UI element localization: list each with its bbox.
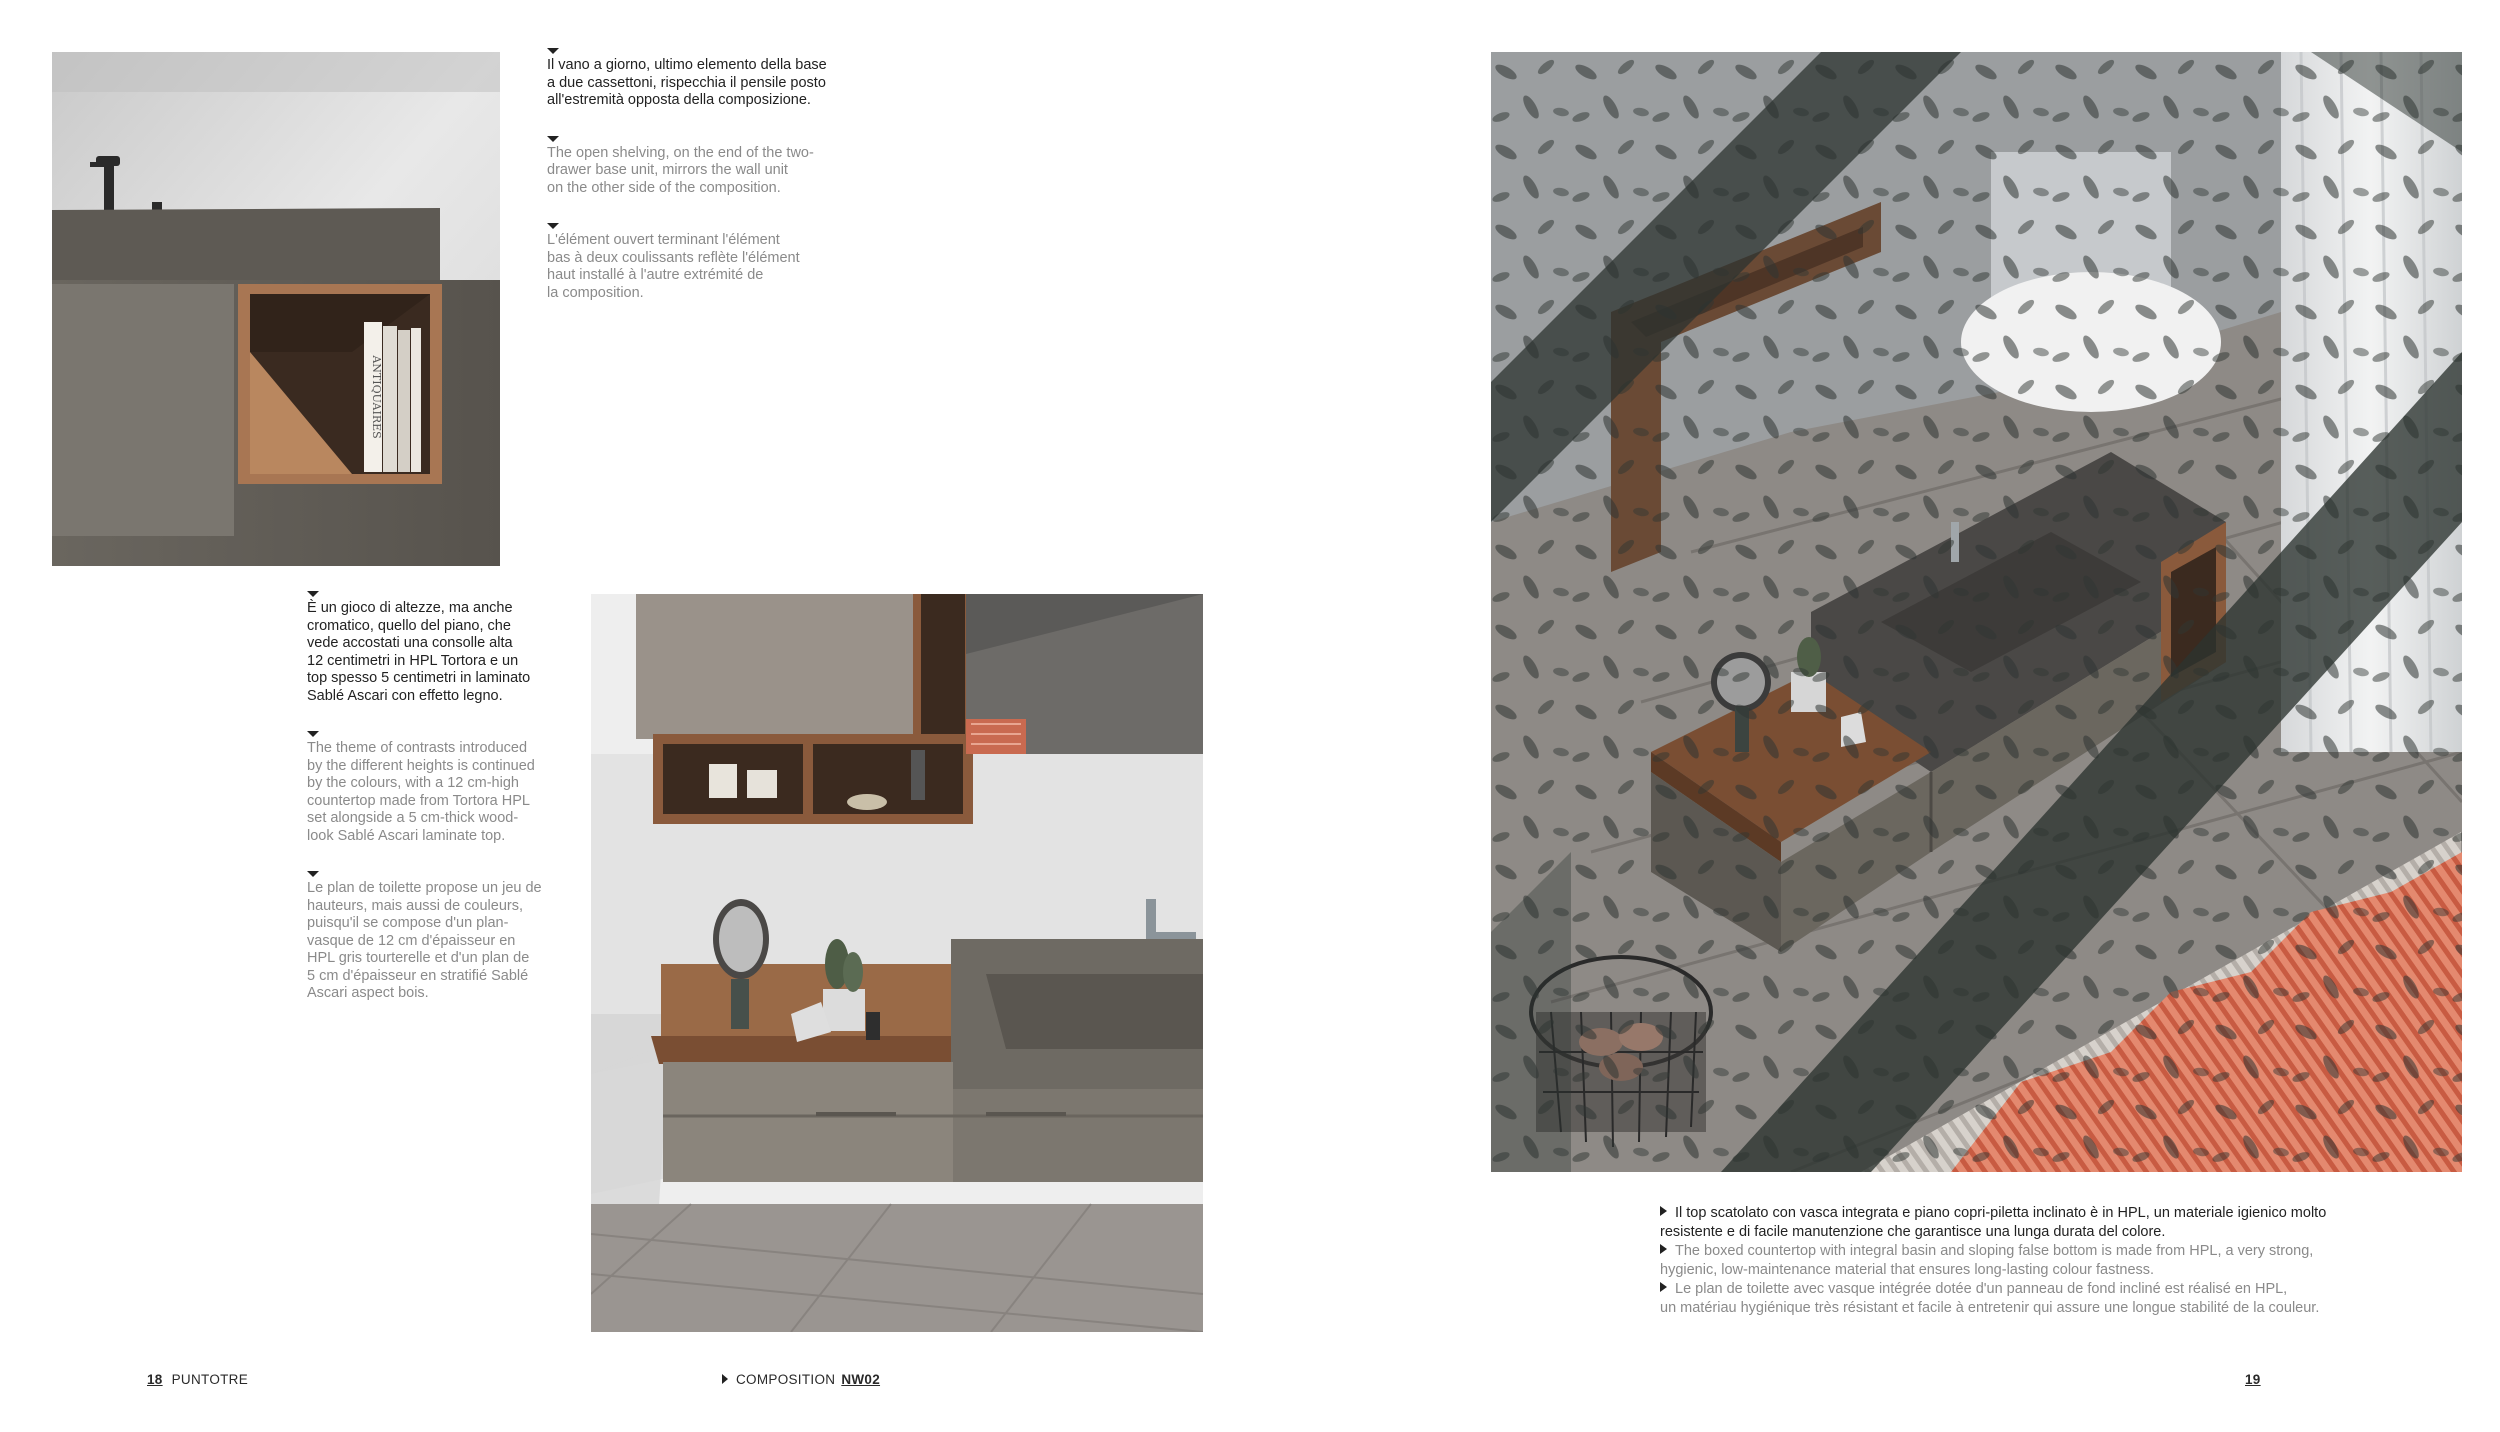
footer-right (2245, 1372, 2261, 1387)
caption-french-row (1660, 1280, 2420, 1318)
bullet-arrow-icon (1660, 1206, 1667, 1216)
text-top-french: L'élément ouvert terminant l'élément bas à deux coulissants reflète l'élément haut installé à l'autre extrémité de la composition. (547, 232, 800, 301)
composition-label: COMPOSITION (736, 1372, 836, 1387)
arrow-down-icon (307, 591, 319, 597)
text-left-english: The theme of contrasts introduced by the different heights is continued by the colours, with a 12 cm-high countertop made from Tortora HPL set alongside a 5 cm-thick wood- look Sablé Ascari laminate top. (307, 740, 535, 844)
caption-italian: Il top scatolato con vasca integrata e piano copri-piletta inclinato è in HPL, un materiale igienico molto resistente e di facile manutenzione che garantisce una lunga durata del colore. (1660, 1205, 2327, 1240)
composition-code: NW02 (841, 1372, 881, 1387)
footer-center (722, 1372, 880, 1387)
arrow-down-icon (307, 871, 319, 877)
arrow-down-icon (547, 48, 559, 54)
text-block-left (307, 591, 557, 1003)
photo-vanity-detail (591, 594, 1203, 1332)
text-left-italian: È un gioco di altezze, ma anche cromatico, quello del piano, che vede accostati una consolle alta 12 centimetri in HPL Tortora e un top spesso 5 centimetri in laminato Sablé Ascari con effetto legno. (307, 600, 531, 704)
footer-left (147, 1372, 248, 1387)
bullet-arrow-icon (1660, 1244, 1667, 1254)
page-number-right: 19 (2245, 1372, 2261, 1387)
caption-french: Le plan de toilette avec vasque intégrée dotée d'un panneau de fond incliné est réalisé en HPL, un matériau hygiénique très résistant et facile à entretenir qui assure une longue stabilité de la couleur. (1660, 1281, 2320, 1316)
caption-right (1660, 1204, 2420, 1318)
photo-open-shelf (52, 52, 500, 566)
bullet-arrow-icon (1660, 1282, 1667, 1292)
brand-name: PUNTOTRE (171, 1372, 249, 1387)
caption-english-row (1660, 1242, 2420, 1280)
text-top-italian: Il vano a giorno, ultimo elemento della base a due cassettoni, rispecchia il pensile posto all'estremità opposta della composizione. (547, 57, 827, 108)
arrow-down-icon (307, 731, 319, 737)
arrow-right-icon (722, 1374, 728, 1384)
arrow-down-icon (547, 136, 559, 142)
text-block-top (547, 48, 847, 302)
caption-italian-row (1660, 1204, 2420, 1242)
book-spine-text: ANTIQUAIRES (370, 355, 383, 439)
arrow-down-icon (547, 223, 559, 229)
text-top-english: The open shelving, on the end of the two- drawer base unit, mirrors the wall unit on the other side of the composition. (547, 144, 814, 196)
photo-bathroom-overview (1491, 52, 2462, 1172)
page-number-left: 18 (147, 1372, 163, 1387)
text-left-french: Le plan de toilette propose un jeu de hauteurs, mais aussi de couleurs, puisqu'il se compose d'un plan- vasque de 12 cm d'épaisseur en HPL gris tourterelle et d'un plan de 5 cm d'épaisseur en stratifié Sablé Ascari aspect bois. (307, 880, 542, 1001)
caption-english: The boxed countertop with integral basin and sloping false bottom is made from HPL, a very strong, hygienic, low-maintenance material that ensures long-lasting colour fastness. (1660, 1243, 2314, 1278)
